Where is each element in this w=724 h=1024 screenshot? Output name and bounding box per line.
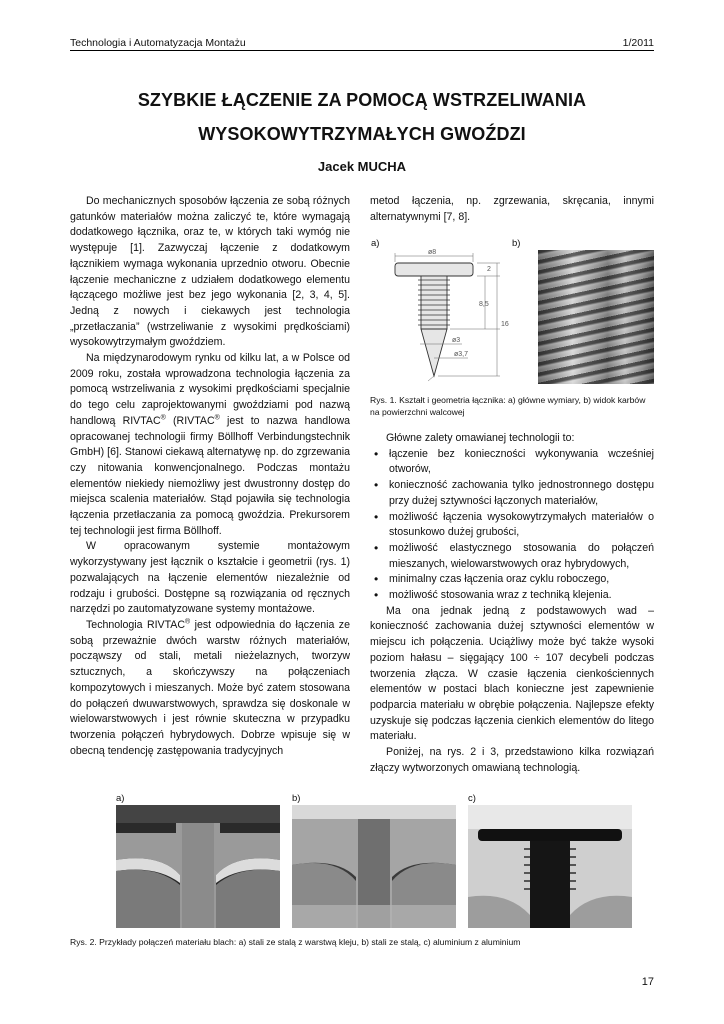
nail-head [395, 263, 473, 276]
nail-drawing [380, 248, 520, 383]
list-item: • możliwość elastycznego stosowania do połączeń mieszanych, wielowarstwowych oraz hybrydowych, [370, 541, 654, 572]
dim-shank-length: 8,5 [479, 301, 489, 308]
list-item: • możliwość stosowania wraz z techniką klejenia. [370, 588, 654, 604]
issue-number: 1/2011 [622, 37, 654, 49]
paragraph: Do mechanicznych sposobów łączenia ze sobą różnych gatunków materiałów można zaliczyć te, które wymagają dodatkowego łącznika, oraz te, w których taki wymóg nie występuje [1]. Zazwyczaj łączenie z dodatkowym łącznikiem wymaga wykonania uprzednio otworu. Obecnie łączenie mechaniczne z udziałem dodatkowego elementu łączącego możliwe jest bez jego wykonania [2, 3, 4, 5]. Jedną z nowych i ciekawych jest technologia „przetłaczania” (wstrzeliwanie z wysokimi prędkościami) wysokowytrzymałym gwoździem. [70, 195, 350, 349]
paragraph: Poniżej, na rys. 2 i 3, przedstawiono kilka rozwiązań złączy wytworzonych omawianą technologią. [370, 746, 654, 774]
joint-photo-aluminium [468, 805, 632, 928]
dim-total-length: 16 [501, 321, 509, 328]
nail-shank [421, 276, 447, 329]
dim-shank-diameter: ø3 [452, 337, 461, 344]
list-item: • łączenie bez konieczności wykonywania wcześniej otworów, [370, 447, 654, 478]
right-column-bottom [370, 431, 654, 776]
joint-photo-steel-adhesive [116, 805, 280, 928]
list-item: • minimalny czas łączenia oraz cyklu roboczego, [370, 572, 654, 588]
fig1-label-a: a) [371, 238, 380, 249]
fig2-label-b: b) [292, 793, 301, 804]
paragraph: metod łączenia, np. zgrzewania, skręcania, innymi alternatywnymi [7, 8]. [370, 195, 654, 223]
paragraph: Na międzynarodowym rynku od kilku lat, a w Polsce od 2009 roku, została wprowadzona technologia łączenia za pomocą wstrzeliwania z wysokimi prędkościami specjalnie do tego celu zaprojektowanymi gwoździami pod nazwą handlową RIVTAC® (RIVTAC® jest to nazwa handlowa opracowanej technologii firmy Böllhoff Verbindungstechnik GmbH) [6]. Stanowi ciekawą alternatywę np. do zgrzewania czy nitowania konwencjonalnego. Podczas montażu elementów niekiedy niemożliwy jest dwustronny dostęp do miejsca scalenia materiałów. Stąd pojawiła się technologia łączenia przetłaczania za pomocą gwoździa. Prekursorem tej technologii jest firma Böllhoff. [70, 352, 350, 537]
paragraph: Ma ona jednak jedną z podstawowych wad – konieczność zachowania dużej sztywności elementów w miejscu ich połączenia. Uciążliwy może być także wysoki poziom hałasu – sięgający 100 ÷ 107 decybeli podczas tworzenia złącza. W czasie łączenia cienkościennych elementów w postaci blach konieczne jest zapewnienie podparcia materiału w obrębie połączenia. Najlepsze efekty uzyskuje się podczas łączenia cienkich elementów do litego materiału. [370, 604, 654, 743]
paragraph: Technologia RIVTAC® jest odpowiednia do łączenia ze sobą przeważnie dwóch warstw różnych materiałów, począwszy od stali, metali nieżelaznych, tworzyw sztucznych, a skończywszy na połączeniach kompozytowych i mieszanych. Może być zatem stosowana do połączeń dwuwarstwowych, sprawdza się doskonale w wielowarstwowych i jest równie skuteczna w przypadku tworzenia połączeń hybrydowych. Dobrze wpisuje się w obecną tendencję zastępowania tradycyjnych [70, 618, 350, 757]
joint-photo-steel-steel [292, 805, 456, 928]
right-column-top [370, 194, 654, 225]
dim-head-diameter: ø8 [428, 249, 437, 256]
fig2-caption: Rys. 2. Przykłady połączeń materiału blach: a) stali ze stalą z warstwą kleju, b) stali ze stalą, c) aluminium z aluminium [70, 937, 521, 947]
list-item: • konieczność zachowania tylko jednostronnego dostępu przy dużej sztywności łączonych materiałów, [370, 478, 654, 509]
dim-thread-diameter: ø3,7 [454, 351, 469, 358]
fig1-label-b: b) [512, 238, 521, 249]
article-title-line2: WYSOKOWYTRZYMAŁYCH GWOŹDZI [198, 124, 526, 144]
grooved-shank-photo [538, 250, 654, 384]
fig2-label-c: c) [468, 793, 476, 804]
advantages-list [370, 447, 654, 604]
fig1-caption: Rys. 1. Kształt i geometria łącznika: a) główne wymiary, b) widok karbów na powierzchni walcowej [370, 395, 646, 417]
dim-head-height: 2 [487, 266, 491, 273]
fig2-label-a: a) [116, 793, 125, 804]
page-number: 17 [641, 976, 654, 988]
journal-title: Technologia i Automatyzacja Montażu [70, 37, 246, 49]
nail-tip [421, 329, 447, 376]
advantages-intro: Główne zalety omawianej technologii to: [386, 432, 575, 444]
author: Jacek MUCHA [317, 159, 407, 174]
paragraph: W opracowanym systemie montażowym wykorzystywany jest łącznik o kształcie i geometrii (rys. 1) pozwalających na łączenie elementów niezależnie od rodzaju i grubości. Dostępne są rozwiązania od ręcznych narzędzi po zautomatyzowane systemy montażowe. [70, 540, 350, 616]
header-rule [70, 50, 654, 51]
list-item: • możliwość łączenia wysokowytrzymałych materiałów o stosunkowo dużej grubości, [370, 510, 654, 541]
article-title-line1: SZYBKIE ŁĄCZENIE ZA POMOCĄ WSTRZELIWANIA [137, 90, 587, 110]
left-column [70, 194, 350, 759]
